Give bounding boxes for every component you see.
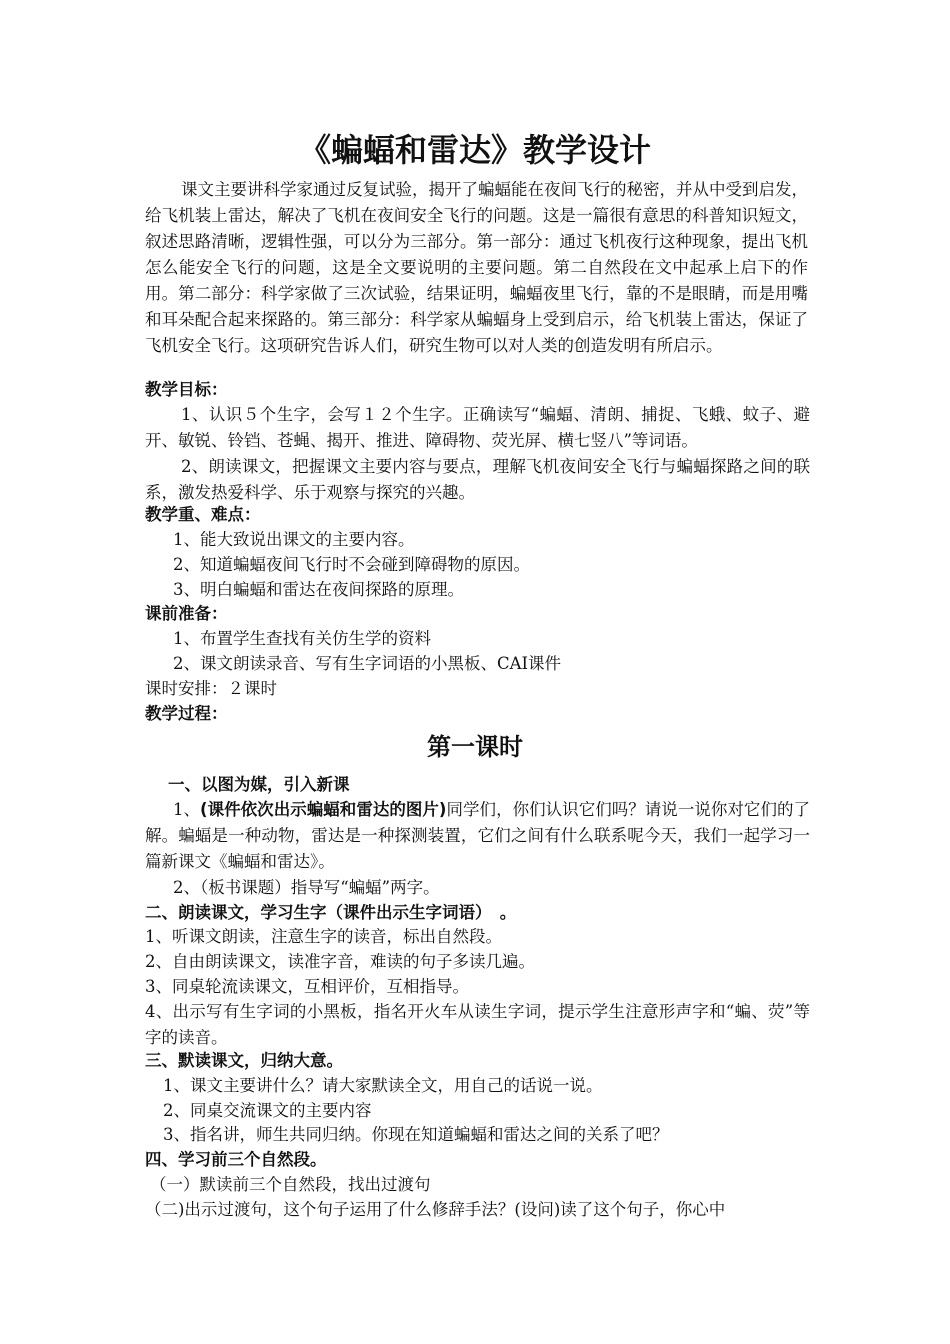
intro-paragraph: 课文主要讲科学家通过反复试验，揭开了蝙蝠能在夜间飞行的秘密，并从中受到启发，给飞机装上雷达，解决了飞机在夜间安全飞行的问题。这是一篇很有意思的科普知识短文，叙述思路清晰，逻辑性强，可以分为三部分。第一部分：通过飞机夜行这种现象，提出飞机怎么能安全飞行的问题，这是全文要说明的主要问题。第二自然段在文中起承上启下的作用。第二部分：科学家做了三次试验，结果证明，蝙蝠夜里飞行，靠的不是眼睛，而是用嘴和耳朵配合起来探路的。第三部分：科学家从蝙蝠身上受到启示，给飞机装上雷达，保证了飞机安全飞行。这项研究告诉人们，研究生物可以对人类的创造发明有所启示。 bbox=[145, 180, 808, 355]
section-1-heading: 一、以图为媒，引入新课 bbox=[168, 775, 350, 794]
section-2-item: 3、同桌轮流读课文，互相评价，互相指导。 bbox=[145, 977, 469, 996]
section-3-item: 3、指名讲，师生共同归纳。你现在知道蝙蝠和雷达之间的关系了吧？ bbox=[163, 1125, 669, 1144]
section-3-item: 1、课文主要讲什么？请大家默读全文，用自己的话说一说。 bbox=[163, 1076, 603, 1095]
schedule-line: 课时安排：２课时 bbox=[145, 679, 277, 698]
section-1-item-2: 2、（板书课题）指导写“蝙蝠”两字。 bbox=[173, 878, 440, 897]
goal-item-1: 1、认识５个生字，会写１２个生字。正确读写“蝙蝠、清朗、捕捉、飞蛾、蚊子、避开、敏锐、铃铛、苍蝇、揭开、推进、障碍物、荧光屏、横七竖八”等词语。 bbox=[145, 405, 810, 450]
prep-item: 2、课文朗读录音、写有生字词语的小黑板、CAI课件 bbox=[173, 654, 562, 673]
section-3-item: 2、同桌交流课文的主要内容 bbox=[163, 1101, 372, 1120]
lesson-title: 第一课时 bbox=[427, 733, 523, 761]
prep-heading: 课前准备： bbox=[145, 604, 228, 623]
section-2-heading: 二、朗读课文，学习生字（课件出示生字词语） 。 bbox=[145, 903, 517, 922]
process-heading: 教学过程： bbox=[145, 704, 228, 723]
section-4-heading: 四、学习前三个自然段。 bbox=[145, 1150, 327, 1169]
document-title: 《蝙蝠和雷达》教学设计 bbox=[298, 131, 651, 169]
key-point-item: 2、知道蝙蝠夜间飞行时不会碰到障碍物的原因。 bbox=[173, 555, 530, 574]
section-3-heading: 三、默读课文，归纳大意。 bbox=[145, 1051, 343, 1070]
key-points-heading: 教学重、难点： bbox=[145, 505, 261, 524]
section-4-item: （一）默读前三个自然段，找出过渡句 bbox=[150, 1175, 431, 1194]
goals-heading: 教学目标： bbox=[145, 380, 228, 399]
section-2-item: 2、自由朗读课文，读准字音，难读的句子多读几遍。 bbox=[145, 952, 535, 971]
section-2-item-4: 4、出示写有生字词的小黑板，指名开火车从读生字词，提示学生注意形声字和“蝙、荧”等字的读音。 bbox=[145, 1002, 810, 1047]
section-2-item: 1、听课文朗读，注意生字的读音，标出自然段。 bbox=[145, 927, 502, 946]
key-point-item: 3、明白蝙蝠和雷达在夜间探路的原理。 bbox=[173, 580, 464, 599]
goal-item-2: 2、朗读课文，把握课文主要内容与要点，理解飞机夜间安全飞行与蝙蝠探路之间的联系，激发热爱科学、乐于观察与探究的兴趣。 bbox=[145, 457, 810, 502]
section-4-item: （二)出示过渡句，这个句子运用了什么修辞手法？(设问)读了这个句子，你心中 bbox=[145, 1200, 726, 1219]
prep-item: 1、布置学生查找有关仿生学的资料 bbox=[173, 629, 431, 648]
key-point-item: 1、能大致说出课文的主要内容。 bbox=[173, 530, 415, 549]
section-1-item-1: 1、(课件依次出示蝙蝠和雷达的图片)同学们，你们认识它们吗？请说一说你对它们的了解。蝙蝠是一种动物，雷达是一种探测装置，它们之间有什么联系呢今天，我们一起学习一篇新课文《蝙蝠和雷达》。 bbox=[145, 800, 810, 871]
